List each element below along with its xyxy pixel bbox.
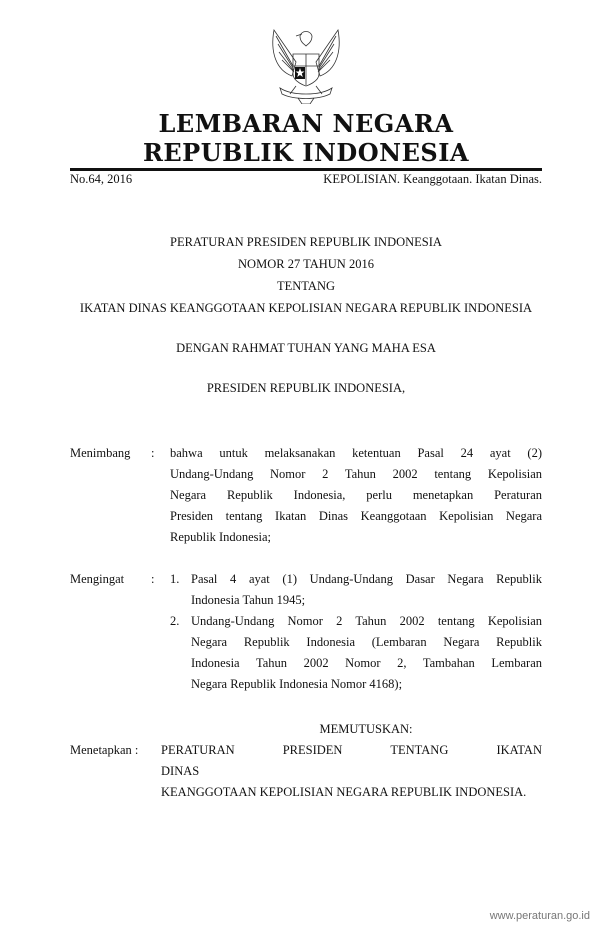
menetapkan-line: PERATURAN PRESIDEN TENTANG IKATAN DINAS bbox=[161, 743, 542, 778]
menimbang-line: Presiden tentang Ikatan Dinas Keanggotaan Kepolisian Negara bbox=[170, 509, 542, 523]
gazette-title-line1: LEMBARAN NEGARA bbox=[158, 109, 454, 138]
menimbang-colon: : bbox=[151, 446, 155, 460]
mengingat-line: Indonesia Tahun 2002 Nomor 2, Tambahan Lembaran bbox=[191, 656, 542, 670]
header-rule bbox=[70, 168, 542, 171]
mengingat-label: Mengingat bbox=[70, 572, 125, 586]
president-heading: PRESIDEN REPUBLIK INDONESIA, bbox=[206, 381, 406, 395]
menetapkan-label: Menetapkan : bbox=[70, 743, 139, 757]
mengingat-line: Negara Republik Indonesia Nomor 4168); bbox=[191, 677, 403, 691]
menimbang-text bbox=[170, 443, 542, 548]
menimbang-line: bahwa untuk melaksanakan ketentuan Pasal 24 ayat (2) bbox=[170, 446, 542, 460]
mengingat-item-2 bbox=[191, 611, 542, 695]
regulation-about: TENTANG bbox=[276, 279, 335, 293]
mengingat-section bbox=[0, 569, 612, 699]
menimbang-line: Republik Indonesia; bbox=[170, 530, 272, 544]
mengingat-colon: : bbox=[151, 572, 155, 586]
mengingat-line: Negara Republik Indonesia (Lembaran Negara Republik bbox=[191, 635, 542, 649]
menimbang-line: Negara Republik Indonesia, perlu menetapkan Peraturan bbox=[170, 488, 542, 502]
menimbang-section bbox=[0, 443, 612, 553]
regulation-title: IKATAN DINAS KEANGGOTAAN KEPOLISIAN NEGARA REPUBLIK INDONESIA bbox=[79, 301, 533, 315]
menimbang-label: Menimbang bbox=[70, 446, 131, 460]
mengingat-line: Undang-Undang Nomor 2 Tahun 2002 tentang Kepolisian bbox=[191, 614, 542, 628]
menetapkan-section bbox=[0, 740, 612, 799]
garuda-emblem-icon bbox=[266, 22, 346, 104]
footer-url: www.peraturan.go.id bbox=[489, 910, 590, 922]
regulation-type: PERATURAN PRESIDEN REPUBLIK INDONESIA bbox=[170, 235, 442, 249]
menetapkan-line: KEANGGOTAAN KEPOLISIAN NEGARA REPUBLIK INDONESIA. bbox=[161, 785, 527, 799]
mengingat-line: Indonesia Tahun 1945; bbox=[191, 593, 306, 607]
memutuskan-heading: MEMUTUSKAN: bbox=[319, 722, 413, 736]
menetapkan-text bbox=[161, 740, 542, 803]
invocation: DENGAN RAHMAT TUHAN YANG MAHA ESA bbox=[176, 341, 436, 355]
mengingat-item-number: 1. bbox=[170, 572, 180, 586]
mengingat-line: Pasal 4 ayat (1) Undang-Undang Dasar Negara Republik bbox=[191, 572, 542, 586]
gazette-title-line2: REPUBLIK INDONESIA bbox=[142, 138, 470, 167]
mengingat-item-number: 2. bbox=[170, 614, 180, 628]
gazette-number: No.64, 2016 bbox=[70, 172, 133, 186]
mengingat-item-1 bbox=[191, 569, 542, 611]
regulation-number: NOMOR 27 TAHUN 2016 bbox=[238, 257, 374, 271]
menimbang-line: Undang-Undang Nomor 2 Tahun 2002 tentang Kepolisian bbox=[170, 467, 542, 481]
gazette-subject: KEPOLISIAN. Keanggotaan. Ikatan Dinas. bbox=[323, 172, 542, 186]
